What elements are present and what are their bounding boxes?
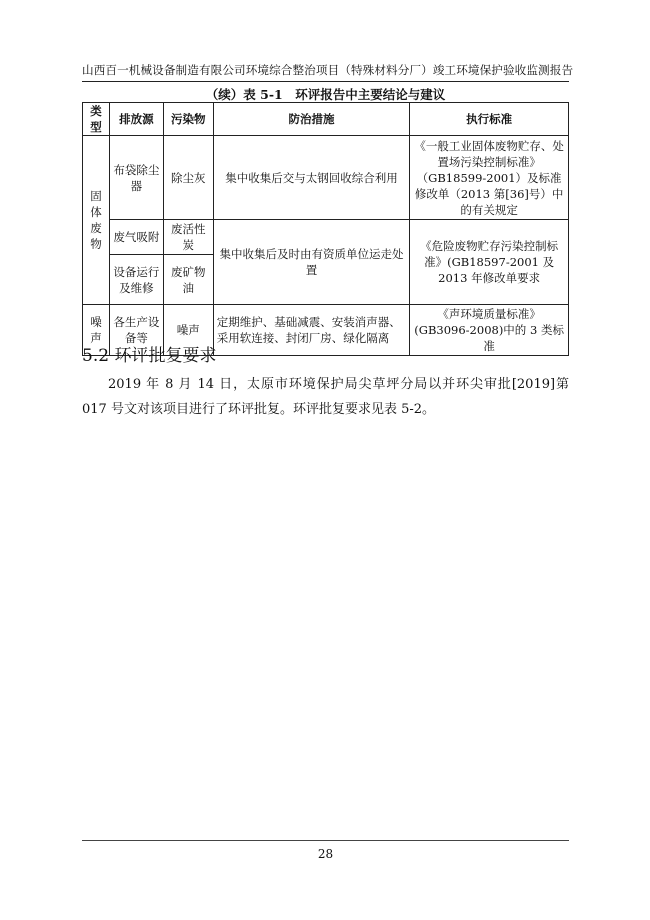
measure-cell: 集中收集后交与太钢回收综合利用 — [213, 136, 409, 220]
col-header-pollutant: 污染物 — [163, 103, 213, 136]
standard-cell: 《危险废物贮存污染控制标准》(GB18597-2001 及 2013 年修改单要求 — [410, 220, 569, 305]
table-row — [83, 136, 569, 220]
page-number: 28 — [317, 847, 334, 861]
section-heading: 5.2 环评批复要求 — [82, 346, 217, 366]
table-caption: （续）表 5-1 环评报告中主要结论与建议 — [205, 87, 446, 102]
pollutant-cell: 噪声 — [163, 305, 213, 356]
conclusions-table — [82, 102, 569, 356]
type-cell-solid-waste: 固体废物 — [83, 136, 110, 305]
pollutant-cell: 废活性炭 — [163, 220, 213, 255]
footer-divider — [82, 840, 569, 841]
standard-cell: 《声环境质量标准》(GB3096-2008)中的 3 类标准 — [410, 305, 569, 356]
col-header-measure: 防治措施 — [213, 103, 409, 136]
source-cell: 布袋除尘器 — [109, 136, 163, 220]
col-header-standard: 执行标准 — [410, 103, 569, 136]
source-cell: 各生产设备等 — [109, 305, 163, 356]
measure-cell: 定期维护、基础减震、安装消声器、采用软连接、封闭厂房、绿化隔离 — [213, 305, 409, 356]
page-header: 山西百一机械设备制造有限公司环境综合整治项目（特殊材料分厂）竣工环境保护验收监测报告 — [82, 63, 574, 77]
table-row — [83, 220, 569, 255]
measure-cell: 集中收集后及时由有资质单位运走处置 — [213, 220, 409, 305]
header-divider — [82, 81, 569, 82]
col-header-type: 类型 — [83, 103, 110, 136]
type-cell-noise: 噪声 — [83, 305, 110, 356]
body-paragraph: 2019 年 8 月 14 日，太原市环境保护局尖草坪分局以并环尖审批[2019]第 017 号文对该项目进行了环评批复。环评批复要求见表 5-2。 — [82, 377, 569, 417]
source-cell: 废气吸附 — [109, 220, 163, 255]
source-cell: 设备运行及维修 — [109, 255, 163, 305]
pollutant-cell: 废矿物油 — [163, 255, 213, 305]
table-header-row — [83, 103, 569, 136]
standard-cell: 《一般工业固体废物贮存、处置场污染控制标准》（GB18599-2001）及标准修改单（2013 第[36]号）中的有关规定 — [410, 136, 569, 220]
pollutant-cell: 除尘灰 — [163, 136, 213, 220]
col-header-source: 排放源 — [109, 103, 163, 136]
